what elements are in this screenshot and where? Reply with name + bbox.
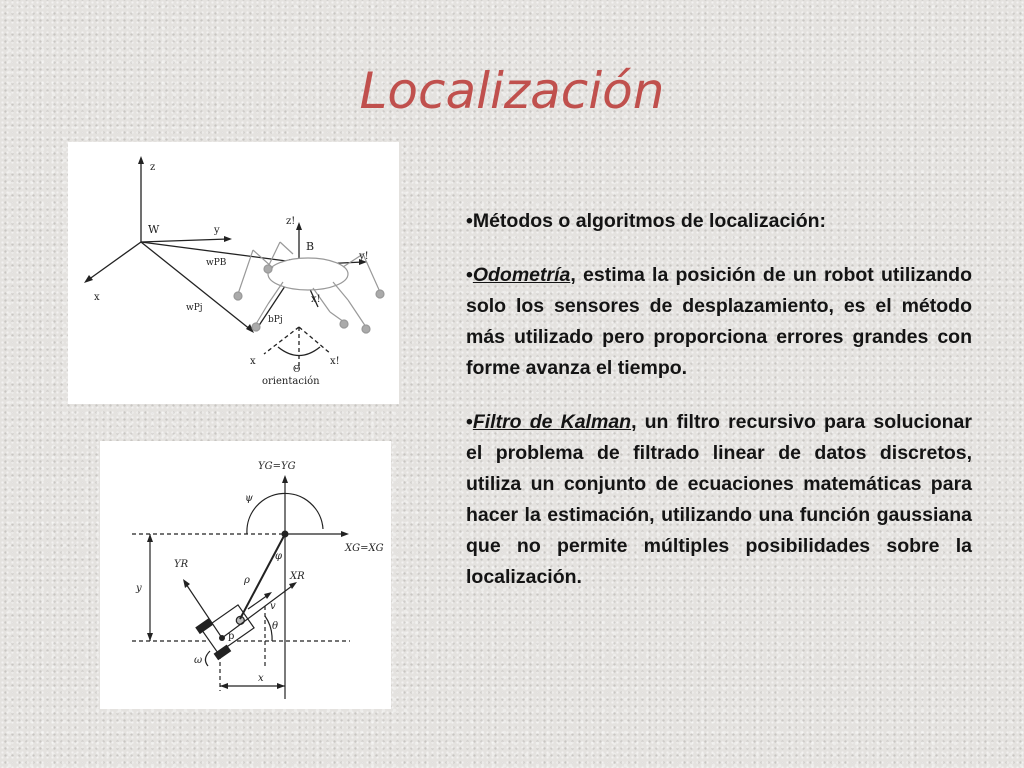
label-wPj: wPj: [186, 303, 203, 313]
slide-title: Localización: [359, 62, 665, 120]
label-orientacion: orientación: [262, 376, 320, 387]
odometry-text: , estima la posición de un robot utilizando solo los sensores de desplazamiento, es el método más utilizado pero proporciona errores grandes con forme avanza el tiempo.: [466, 264, 972, 379]
label-W: W: [148, 223, 160, 236]
label-y: y: [214, 225, 220, 236]
robot-frames-diagram: [68, 142, 399, 404]
methods-heading-text: •Métodos o algoritmos de localización:: [466, 210, 827, 232]
label-phi: φ: [275, 551, 283, 562]
label-B: B: [306, 240, 315, 253]
robot-frames-figure: [68, 142, 399, 404]
kalman-paragraph: [466, 407, 972, 593]
odometry-keyword: Odometría: [472, 264, 571, 286]
odometry-bullet: •: [466, 264, 473, 286]
label-x-prime: x!: [311, 294, 321, 305]
methods-heading: [466, 206, 972, 237]
label-YR: YR: [174, 559, 189, 570]
robot-kinematics-diagram: [100, 441, 391, 709]
world-x-axis: [88, 242, 141, 280]
label-omega: ω: [194, 655, 203, 666]
label-x-bottom: x: [250, 356, 256, 367]
label-z-prime: z!: [286, 216, 296, 227]
kalman-bullet: •: [466, 411, 473, 433]
label-v: v: [270, 601, 276, 612]
label-theta: Θ: [293, 365, 301, 375]
label-y: y: [136, 583, 142, 594]
label-XR: XR: [290, 571, 305, 582]
label-z: z: [150, 162, 156, 173]
label-theta: θ: [272, 621, 279, 632]
kalman-text: , un filtro recursivo para solucionar el problema de filtrado linear de datos discretos, utiliza un conjunto de ecuaciones matemáticas para hacer la estimación, utilizando una función gaussiana que no permite múltiples posibilidades sobre la localización.: [466, 411, 972, 588]
kalman-keyword: Filtro de Kalman: [472, 411, 632, 433]
label-psi: ψ: [245, 493, 253, 504]
label-bPj: bPj: [268, 315, 283, 325]
label-x-prime-bottom: x!: [330, 356, 340, 367]
label-x: x: [258, 673, 264, 684]
label-x: x: [94, 292, 100, 303]
world-y-axis: [141, 239, 228, 242]
slide-body: [466, 206, 972, 616]
label-rho: ρ: [244, 575, 250, 586]
label-y-prime: y!: [359, 251, 369, 262]
label-wPB: wPB: [206, 258, 227, 268]
robot-kinematics-figure: [100, 441, 391, 709]
wPj-vector: [141, 242, 251, 330]
label-XG: XG=XG: [345, 543, 384, 554]
odometry-paragraph: [466, 260, 972, 384]
label-YG: YG=YG: [258, 461, 296, 472]
label-p: p: [228, 631, 235, 642]
